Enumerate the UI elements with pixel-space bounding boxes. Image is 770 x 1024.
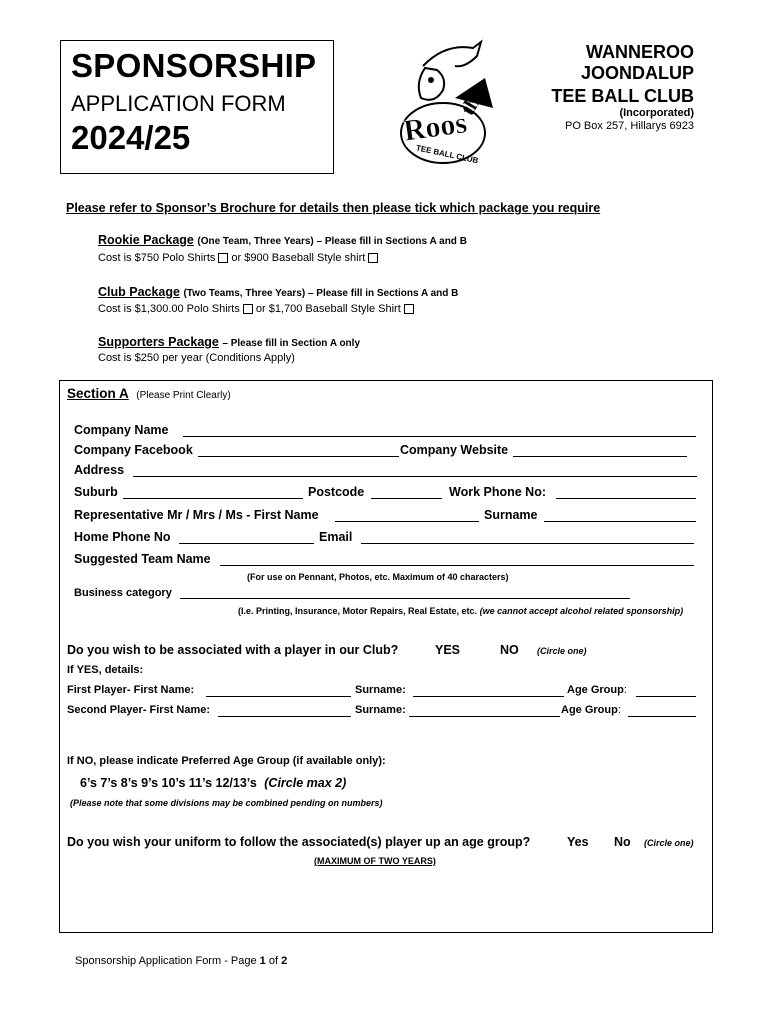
footer-prefix: Sponsorship Application Form - Page (75, 955, 260, 967)
title-box (60, 40, 334, 174)
suburb-field[interactable] (123, 498, 303, 499)
team-name-note: (For use on Pennant, Photos, etc. Maximum of 40 characters) (247, 572, 509, 582)
second-player-first-name-field[interactable] (218, 716, 351, 717)
rookie-cost-baseball: or $900 Baseball Style shirt (231, 252, 366, 264)
footer-total-pages: 2 (281, 955, 288, 967)
rookie-package-heading (98, 233, 467, 247)
section-a-note: (Please Print Clearly) (136, 390, 231, 401)
club-logo (385, 38, 505, 168)
company-website-field[interactable] (513, 456, 687, 457)
email-label: Email (319, 530, 353, 544)
club-name-line3: TEE BALL CLUB (551, 86, 694, 106)
assoc-circle-note: (Circle one) (537, 646, 587, 656)
age-options-row (80, 776, 346, 790)
uniform-question: Do you wish your uniform to follow the associated(s) player up an age group? (67, 835, 531, 849)
supporters-package-heading (98, 335, 360, 349)
business-category-field[interactable] (180, 598, 630, 599)
work-phone-label: Work Phone No: (449, 485, 546, 499)
first-player-surname-label: Surname: (355, 684, 406, 696)
representative-label: Representative Mr / Mrs / Ms - First Name (74, 508, 319, 522)
company-name-label: Company Name (74, 423, 169, 437)
first-player-age-group-field[interactable] (636, 696, 696, 697)
club-incorporated: (Incorporated) (619, 107, 694, 119)
rookie-package-desc: (One Team, Three Years) – Please fill in Sections A and B (197, 236, 467, 247)
club-polo-checkbox[interactable] (243, 304, 253, 314)
second-player-age-group-label: Age Group: (561, 704, 621, 716)
rookie-baseball-checkbox[interactable] (368, 253, 378, 263)
second-player-surname-label: Surname: (355, 704, 406, 716)
club-name-line1: WANNEROO (586, 42, 694, 62)
footer-page-number: 1 (259, 955, 266, 967)
representative-surname-field[interactable] (544, 521, 696, 522)
svg-text:Roos: Roos (401, 106, 469, 148)
first-player-age-group-label: Age Group: (567, 684, 627, 696)
home-phone-field[interactable] (179, 543, 314, 544)
assoc-no-option[interactable]: NO (500, 643, 519, 657)
divisions-note: (Please note that some divisions may be combined pending on numbers) (70, 798, 383, 808)
first-player-first-name-field[interactable] (206, 696, 351, 697)
company-facebook-field[interactable] (198, 456, 399, 457)
form-year: 2024/25 (71, 119, 191, 156)
uniform-yes-option[interactable]: Yes (567, 835, 589, 849)
uniform-no-option[interactable]: No (614, 835, 631, 849)
club-cost (98, 303, 417, 315)
uniform-circle-note: (Circle one) (644, 838, 694, 848)
assoc-yes-option[interactable]: YES (435, 643, 461, 657)
intro-instruction: Please refer to Sponsor’s Brochure for details then please tick which package you require (66, 201, 601, 215)
circle-max-note: (Circle max 2) (264, 776, 347, 790)
suburb-label: Suburb (74, 485, 118, 499)
company-website-label: Company Website (400, 443, 509, 457)
if-no-label: If NO, please indicate Preferred Age Group (if available only): (67, 755, 386, 767)
first-player-age-group-text: Age Group (567, 684, 624, 696)
assoc-question: Do you wish to be associated with a player in our Club? (67, 643, 399, 657)
club-cost-baseball: or $1,700 Baseball Style Shirt (255, 303, 401, 315)
form-title: SPONSORSHIP (71, 47, 317, 84)
company-name-field[interactable] (183, 436, 696, 437)
page-footer (75, 955, 287, 967)
email-field[interactable] (361, 543, 694, 544)
address-field[interactable] (133, 476, 697, 477)
if-yes-label: If YES, details: (67, 664, 144, 676)
second-player-age-group-text: Age Group (561, 704, 618, 716)
business-note-alcohol: (we cannot accept alcohol related sponsorship) (479, 606, 684, 616)
second-player-surname-field[interactable] (409, 716, 560, 717)
team-name-label: Suggested Team Name (74, 552, 211, 566)
representative-surname-label: Surname (484, 508, 538, 522)
representative-first-name-field[interactable] (335, 521, 479, 522)
home-phone-label: Home Phone No (74, 530, 171, 544)
section-a-heading (67, 386, 231, 401)
age-options[interactable]: 6’s 7’s 8’s 9’s 10’s 11’s 12/13’s (80, 776, 257, 790)
footer-of: of (265, 955, 282, 967)
club-name-line2: JOONDALUP (580, 63, 694, 83)
section-a-title: Section A (67, 386, 129, 401)
second-player-age-group-field[interactable] (628, 716, 696, 717)
address-label: Address (74, 463, 125, 477)
svg-text:the: the (456, 85, 490, 120)
supporters-cost: Cost is $250 per year (Conditions Apply) (98, 352, 295, 364)
club-baseball-checkbox[interactable] (404, 304, 414, 314)
supporters-package-name: Supporters Package (98, 335, 219, 349)
rookie-cost-polo: Cost is $750 Polo Shirts (98, 252, 216, 264)
first-player-label: First Player- First Name: (67, 684, 195, 696)
club-package-heading (98, 285, 458, 299)
rookie-cost (98, 252, 381, 264)
max-years-note: (MAXIMUM OF TWO YEARS) (314, 856, 436, 866)
postcode-field[interactable] (371, 498, 442, 499)
second-player-label: Second Player- First Name: (67, 704, 211, 716)
club-address: PO Box 257, Hillarys 6923 (564, 120, 694, 132)
business-category-label: Business category (74, 587, 172, 599)
rookie-package-name: Rookie Package (98, 233, 194, 247)
business-note-text: (I.e. Printing, Insurance, Motor Repairs, Real Estate, etc. (238, 606, 478, 616)
team-name-field[interactable] (220, 565, 694, 566)
svg-text:TEE BALL CLUB: TEE BALL CLUB (415, 143, 480, 166)
form-subtitle: APPLICATION FORM (71, 91, 286, 116)
postcode-label: Postcode (308, 485, 365, 499)
first-player-surname-field[interactable] (413, 696, 564, 697)
rookie-polo-checkbox[interactable] (218, 253, 228, 263)
business-category-note (238, 606, 683, 616)
company-facebook-label: Company Facebook (74, 443, 193, 457)
club-cost-polo: Cost is $1,300.00 Polo Shirts (98, 303, 240, 315)
supporters-package-desc: – Please fill in Section A only (222, 338, 361, 349)
work-phone-field[interactable] (556, 498, 696, 499)
club-package-desc: (Two Teams, Three Years) – Please fill in Sections A and B (183, 288, 459, 299)
club-package-name: Club Package (98, 285, 180, 299)
